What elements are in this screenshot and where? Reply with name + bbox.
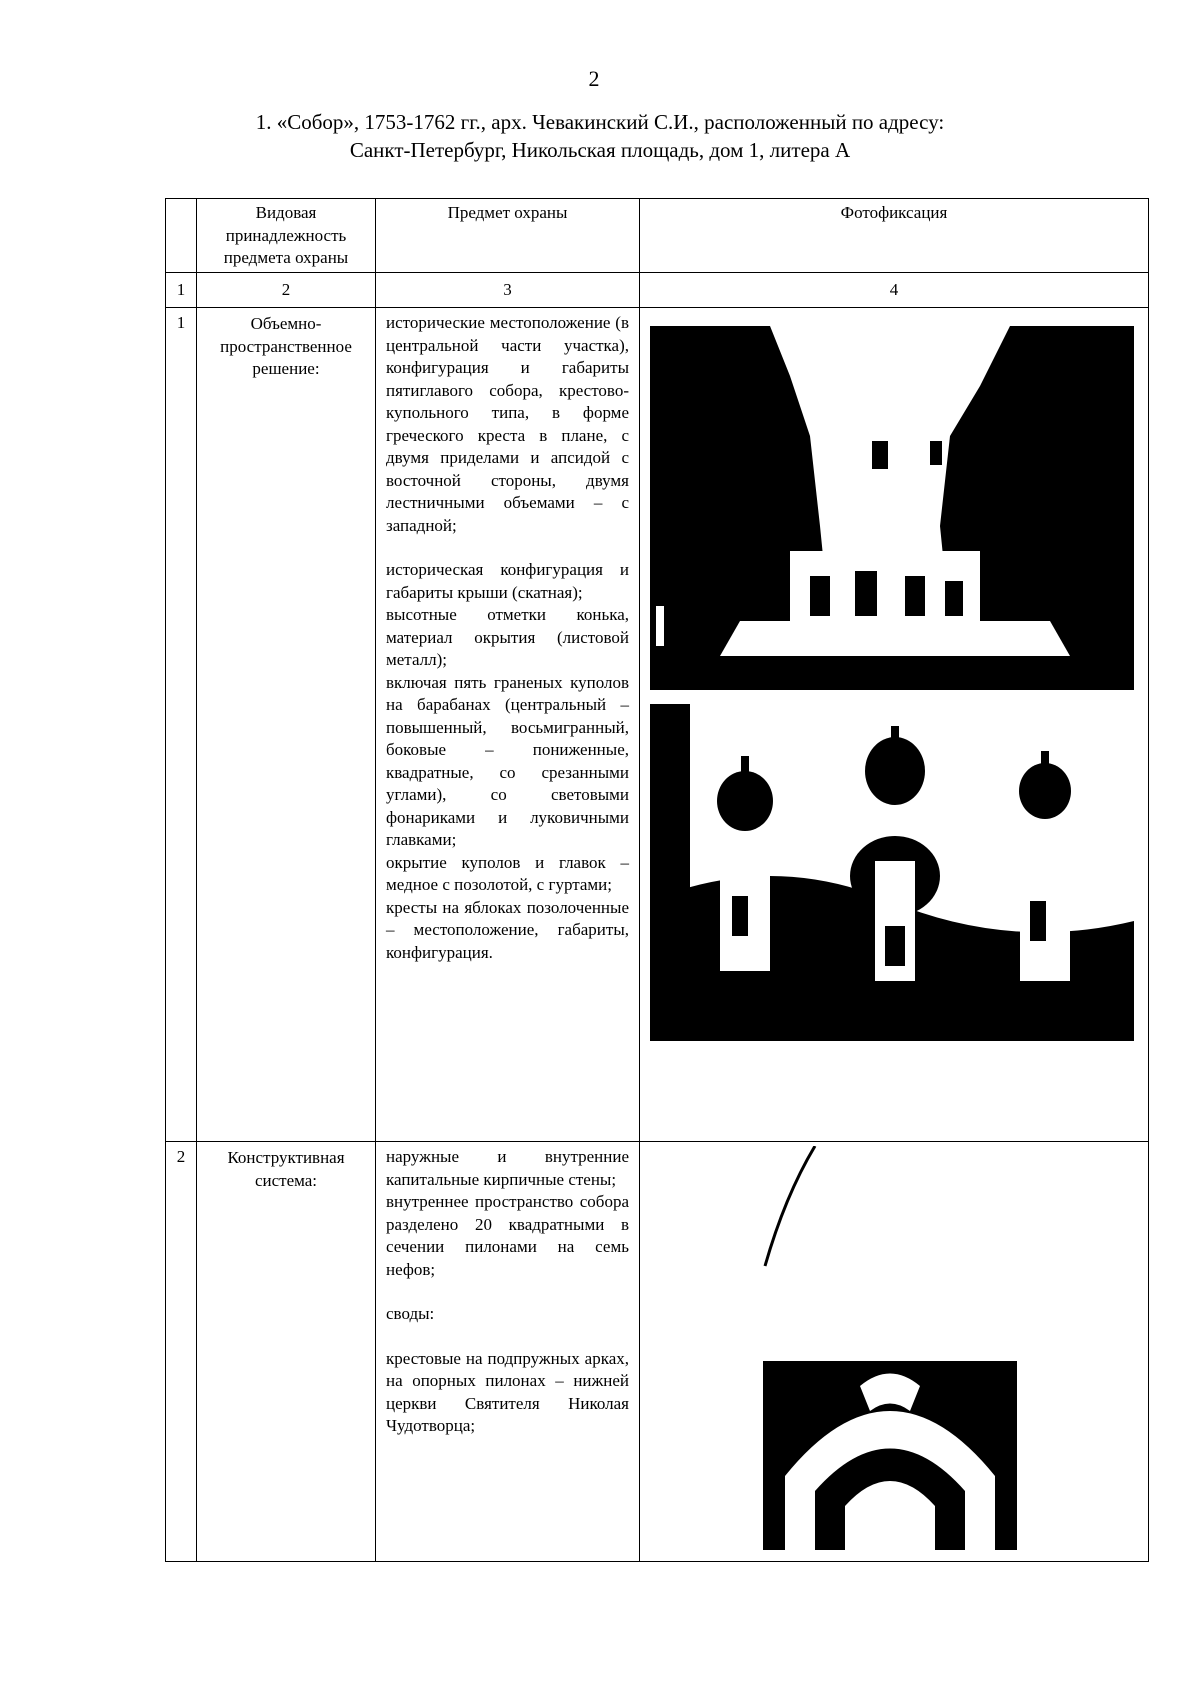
header-col-4: Фотофиксация	[640, 199, 1149, 273]
row-subject	[376, 308, 640, 1142]
subject-paragraph: исторические местоположение (в центральной части участка), конфигурация и габариты пятиглавого собора, крестово-купольного типа, в форме греческого креста в плане, с двумя приделами и апсидой с восточной стороны, двумя лестничными объемами – с западной;	[386, 313, 629, 535]
interior-vaults-photo	[745, 1146, 1035, 1550]
header-col-2: Видовая принадлежность предмета охраны	[197, 199, 376, 273]
column-number-row	[166, 273, 1149, 308]
page-number: 2	[588, 66, 600, 91]
heading-line-2: Санкт-Петербург, Никольская площадь, дом 1, литера А	[349, 138, 851, 162]
row-subject	[376, 1142, 640, 1562]
subject-paragraph: внутреннее пространство собора разделено 20 квадратными в сечении пилонами на семь нефов;	[386, 1192, 629, 1279]
column-number: 1	[166, 273, 197, 308]
subject-paragraph: кресты на яблоках позолоченные – местоположение, габариты, конфигурация.	[386, 897, 629, 962]
row-number: 2	[166, 1142, 197, 1562]
header-col-3: Предмет охраны	[376, 199, 640, 273]
subject-paragraph: включая пять граненых куполов на барабанах (центральный – повышенный, восьмигранный, боковые – пониженные, квадратные, со срезанными углами), со световыми фонариками и луковичными главками;	[386, 672, 629, 849]
subject-paragraph: окрытие куполов и главок – медное с позолотой, с гуртами;	[386, 852, 629, 894]
subject-paragraph: своды:	[386, 1304, 435, 1323]
header-col-1	[166, 199, 197, 273]
photo-cell	[640, 1142, 1149, 1562]
subject-paragraph: наружные и внутренние капитальные кирпичные стены;	[386, 1147, 629, 1189]
column-number: 3	[376, 273, 640, 308]
row-type: Конструктивная система:	[197, 1142, 376, 1562]
cathedral-domes-photo	[650, 701, 1134, 1041]
cathedral-street-photo	[650, 326, 1134, 690]
table-row	[166, 308, 1149, 1142]
protection-subject-table	[165, 198, 1149, 1562]
table-row	[166, 1142, 1149, 1562]
row-number: 1	[166, 308, 197, 1142]
photo-cell	[640, 308, 1149, 1142]
document-heading	[150, 108, 1050, 164]
table-header-row	[166, 199, 1149, 273]
subject-paragraph: историческая конфигурация и габариты крыши (скатная);	[386, 560, 629, 602]
column-number: 2	[197, 273, 376, 308]
column-number: 4	[640, 273, 1149, 308]
row-type: Объемно-пространственное решение:	[197, 308, 376, 1142]
subject-paragraph: крестовые на подпружных арках, на опорных пилонах – нижней церкви Святителя Николая Чудотворца;	[386, 1348, 629, 1435]
heading-line-1: 1. «Собор», 1753-1762 гг., арх. Чевакинский С.И., расположенный по адресу:	[255, 110, 945, 134]
subject-paragraph: высотные отметки конька, материал окрытия (листовой металл);	[386, 605, 629, 669]
